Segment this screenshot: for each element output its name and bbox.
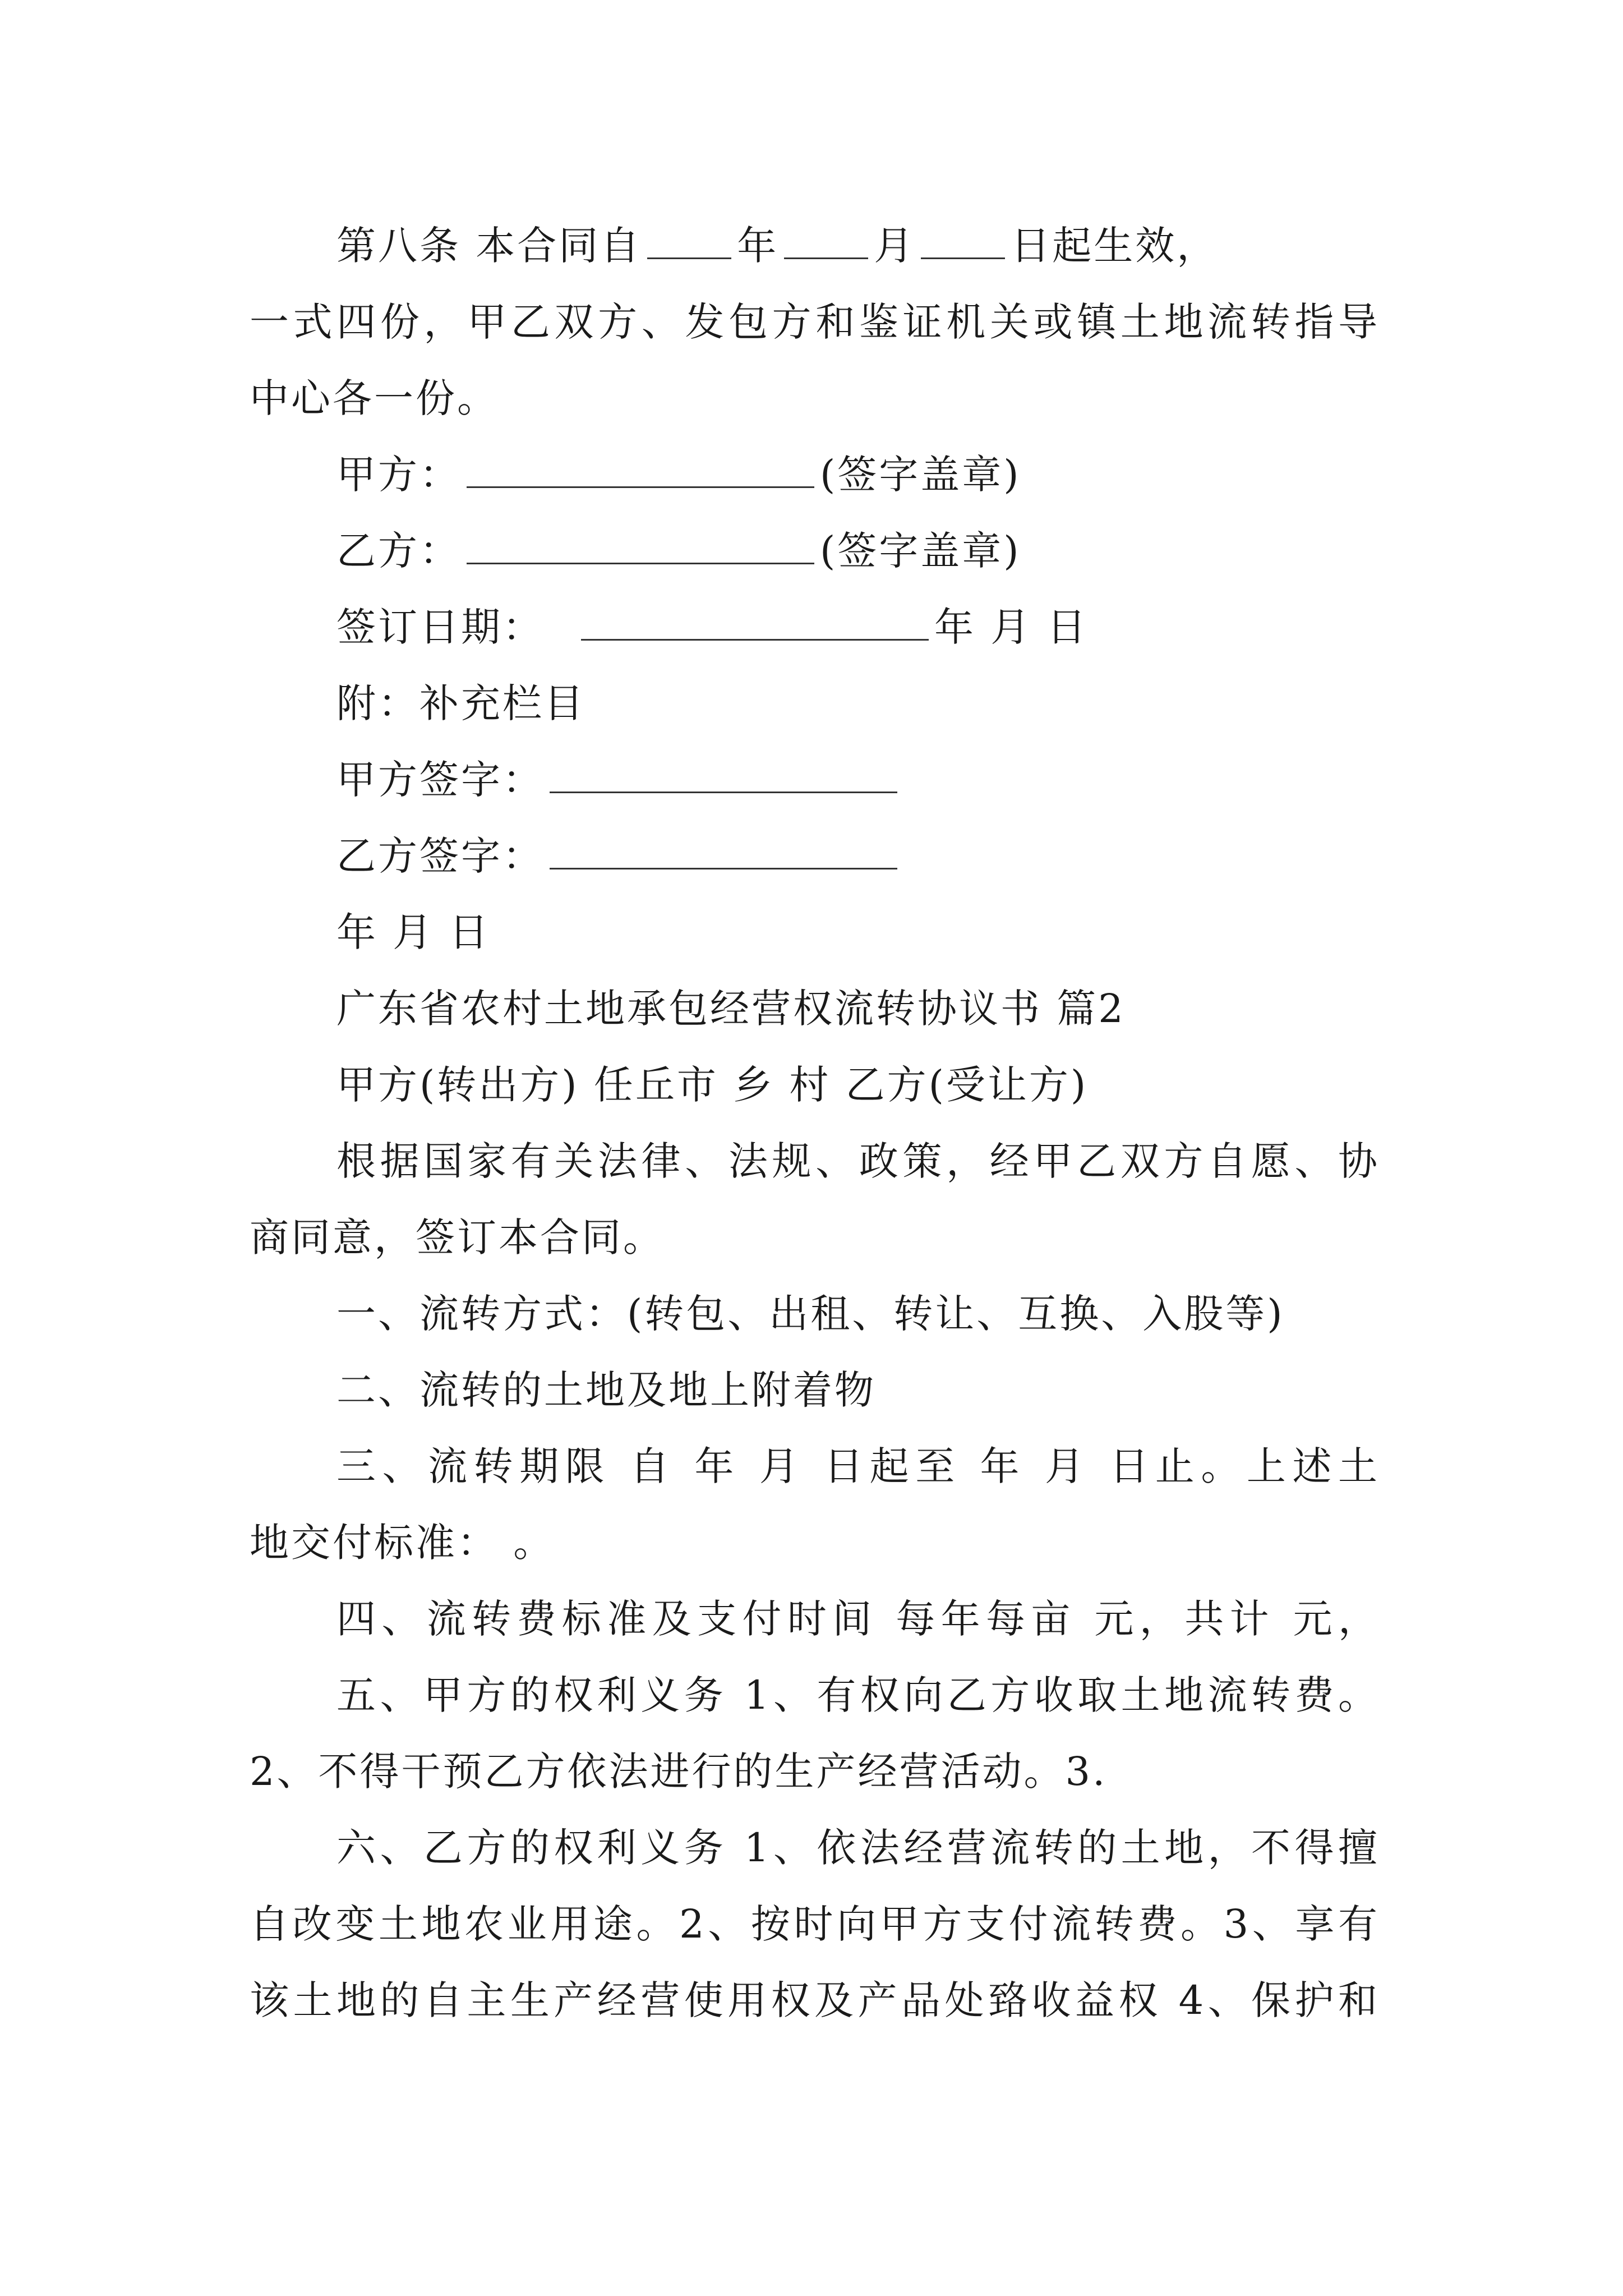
date-line: 年 月 日 — [336, 909, 491, 955]
clause-six-line3: 该土地的自主生产经营使用权及产品处臵收益权 4、保护和 — [250, 1977, 1380, 2023]
paragraph-article-eight-line1 — [250, 208, 1380, 284]
label: 签订日期： — [336, 604, 544, 650]
blank-month — [784, 224, 868, 259]
party-a-signature-line — [250, 436, 1380, 513]
label: 乙方： — [336, 528, 461, 574]
section-title: 广东省农村土地承包经营权流转协议书 篇2 — [336, 986, 1126, 1032]
document-body — [250, 208, 1380, 2039]
text-segment: 月 — [874, 223, 916, 269]
text-segment: 日起生效， — [1011, 223, 1219, 269]
clause-three-line2: 地交付标准： 。 — [250, 1520, 555, 1566]
clause-four: 四、流转费标准及支付时间 每年每亩 元，共计 元， — [336, 1596, 1380, 1642]
supplement-heading: 附：补充栏目 — [336, 680, 585, 726]
label: 年 月 日 — [934, 604, 1089, 650]
preamble-line2: 商同意，签订本合同。 — [250, 1214, 665, 1260]
parties-line: 甲方(转出方) 任丘市 乡 村 乙方(受让方) — [336, 1062, 1089, 1108]
blank-day — [921, 224, 1005, 259]
label: 甲方签字： — [336, 757, 544, 803]
blank-party-b — [467, 529, 814, 564]
label: (签字盖章) — [820, 452, 1021, 498]
blank-party-a — [467, 453, 814, 488]
blank-year — [647, 224, 731, 259]
party-b-sign-line — [250, 818, 1380, 894]
party-a-sign-line — [250, 742, 1380, 818]
clause-five-line2: 2、不得干预乙方依法进行的生产经营活动。3. — [250, 1749, 1108, 1795]
label: 乙方签字： — [336, 833, 544, 879]
clause-six-line1: 六、乙方的权利义务 1、依法经营流转的土地，不得擅 — [336, 1825, 1380, 1871]
blank-party-a-sign — [550, 758, 897, 793]
clause-five-line1: 五、甲方的权利义务 1、有权向乙方收取土地流转费。 — [336, 1672, 1380, 1718]
paragraph-article-eight-line3: 中心各一份。 — [250, 375, 499, 421]
clause-three-line1: 三、流转期限 自 年 月 日起至 年 月 日止。上述土 — [336, 1443, 1380, 1489]
blank-party-b-sign — [550, 834, 897, 869]
clause-one: 一、流转方式：(转包、出租、转让、互换、入股等) — [336, 1291, 1285, 1337]
label: (签字盖章) — [820, 528, 1021, 574]
party-b-signature-line — [250, 513, 1380, 589]
preamble-line1: 根据国家有关法律、法规、政策，经甲乙双方自愿、协 — [336, 1138, 1380, 1184]
clause-six-line2: 自改变土地农业用途。2、按时向甲方支付流转费。3、享有 — [250, 1901, 1380, 1947]
label: 甲方： — [336, 452, 461, 498]
text-segment: 第八条 本合同自 — [336, 223, 642, 269]
blank-signing-date — [581, 605, 929, 641]
clause-two: 二、流转的土地及地上附着物 — [336, 1367, 876, 1413]
signing-date-line — [250, 589, 1380, 665]
paragraph-article-eight-line2: 一式四份，甲乙双方、发包方和鉴证机关或镇土地流转指导 — [250, 299, 1380, 345]
text-segment: 年 — [737, 223, 779, 269]
